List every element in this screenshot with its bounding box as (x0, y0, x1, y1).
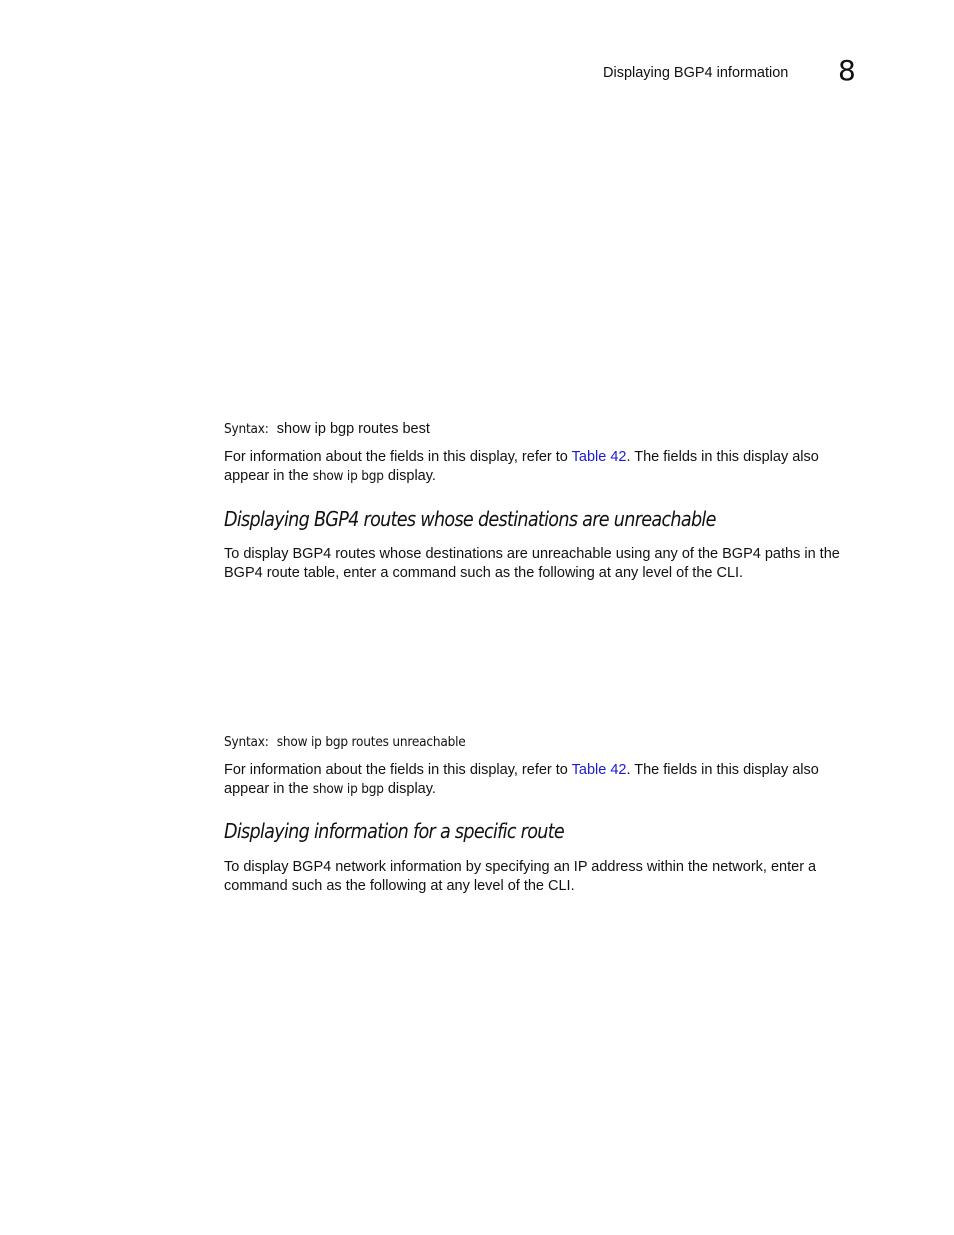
table-42-link[interactable]: Table 42 (571, 449, 627, 465)
inline-command: show ip bgp (312, 468, 384, 484)
para-text: For information about the fields in this display, refer to (224, 762, 572, 778)
inline-command: show ip bgp (312, 781, 384, 797)
fields-reference-paragraph (224, 448, 856, 486)
syntax-command: show ip bgp routes best (276, 421, 430, 437)
syntax-command: show ip bgp routes unreachable (276, 734, 466, 750)
syntax-label: Syntax: (224, 734, 269, 750)
fields-reference-paragraph (224, 761, 856, 799)
para-text: . The fields in this display also appear in the (224, 762, 819, 797)
section-heading-unreachable: Displaying BGP4 routes whose destinations are unreachable (224, 507, 716, 531)
para-text: For information about the fields in this display, refer to (224, 449, 572, 465)
specific-route-intro-paragraph: To display BGP4 network information by specifying an IP address within the network, enter a command such as the following at any level of the CLI. (224, 859, 817, 894)
para-text: display. (383, 781, 436, 797)
para-text: display. (383, 468, 436, 484)
section-heading-specific-route: Displaying information for a specific route (224, 819, 565, 843)
unreachable-intro-paragraph: To display BGP4 routes whose destinations are unreachable using any of the BGP4 paths in the BGP4 route table, enter a command such as the following at any level of the CLI. (224, 546, 840, 581)
para-text: . The fields in this display also appear in the (224, 449, 819, 484)
running-header-title: Displaying BGP4 information (603, 65, 789, 81)
syntax-label: Syntax: (224, 421, 269, 437)
syntax-line-routes-best (224, 421, 430, 437)
table-42-link[interactable]: Table 42 (571, 762, 627, 778)
syntax-line-routes-unreachable (224, 734, 466, 750)
chapter-number: 8 (838, 54, 856, 87)
